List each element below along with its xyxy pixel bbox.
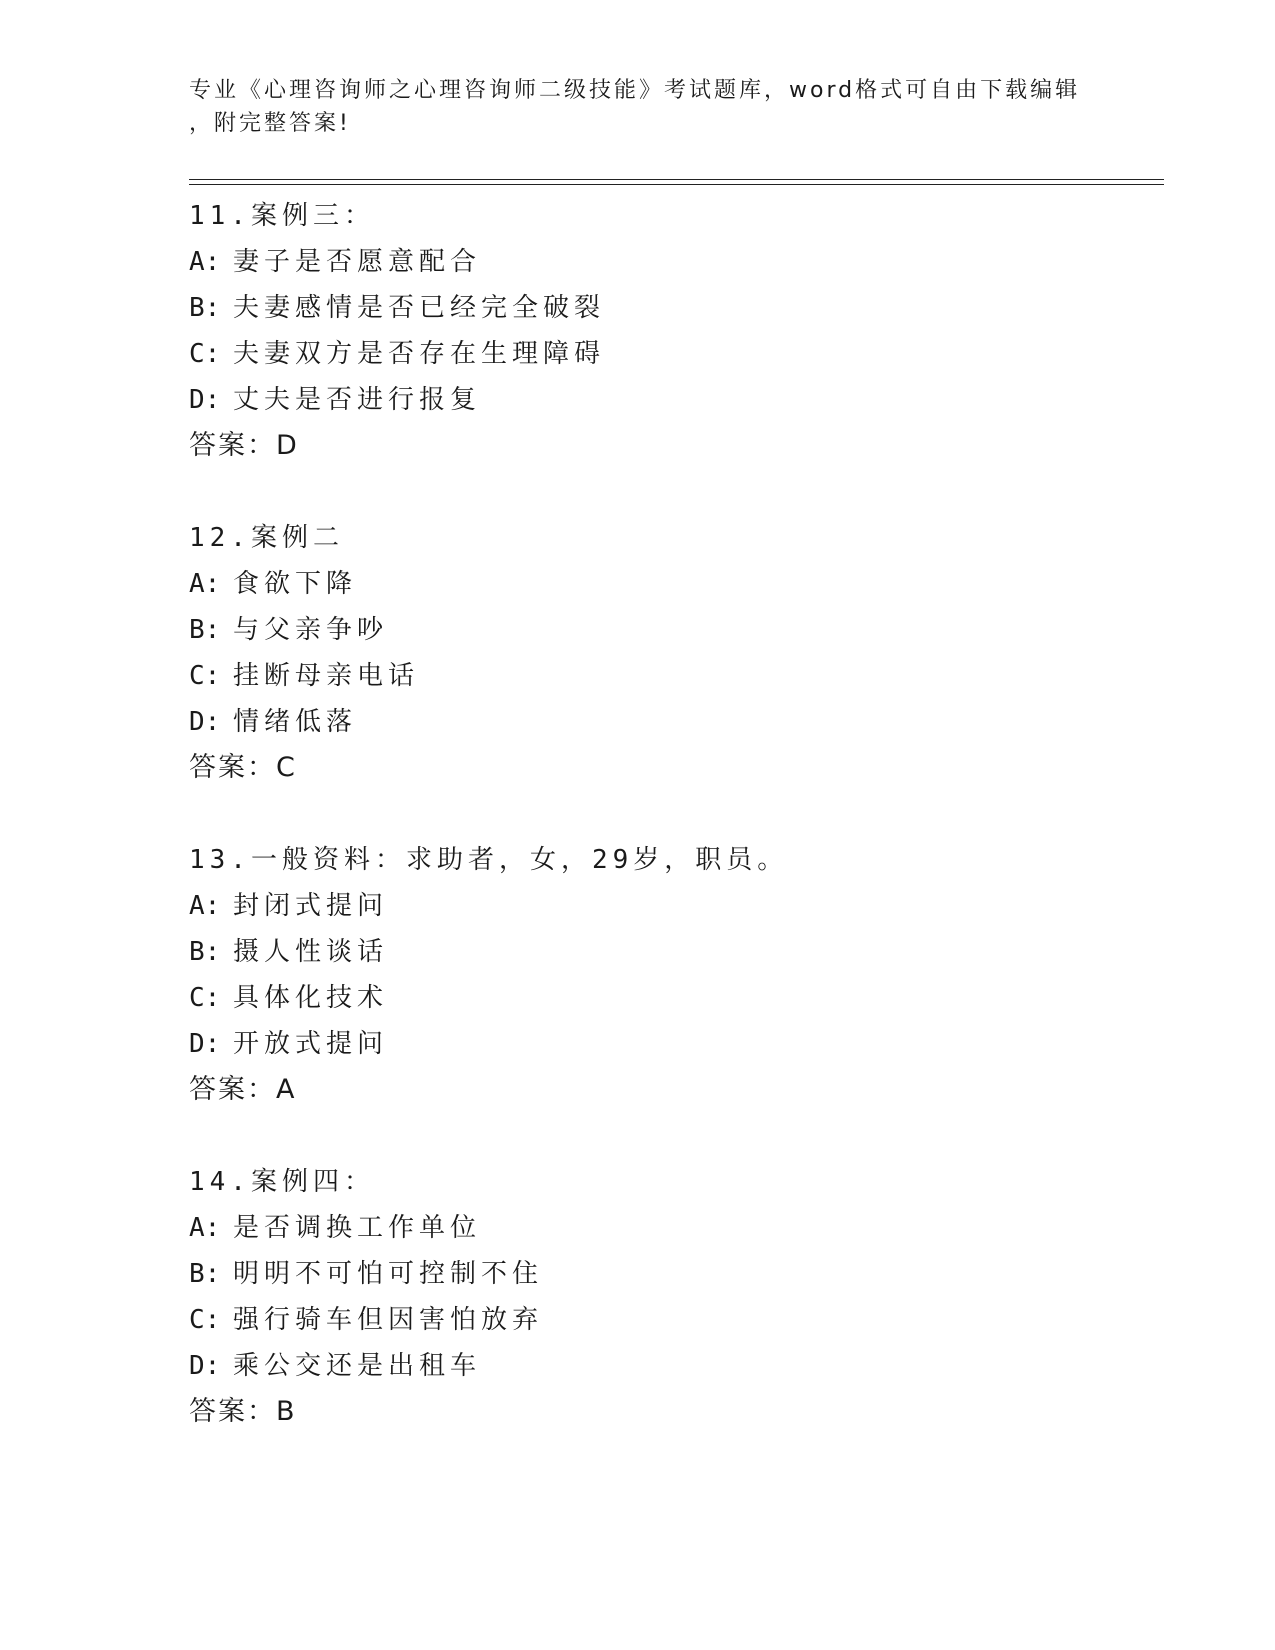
option-d <box>189 1343 1149 1389</box>
option-a <box>189 1205 1149 1251</box>
option-c <box>189 975 1149 1021</box>
option-text: 情绪低落 <box>233 707 358 737</box>
option-a <box>189 883 1149 929</box>
option-letter: B: <box>189 293 221 323</box>
question-stem: 13.一般资料：求助者，女，29岁，职员。 <box>189 845 789 875</box>
option-text: 夫妻感情是否已经完全破裂 <box>233 293 606 323</box>
option-text: 与父亲争吵 <box>233 615 389 645</box>
option-text: 乘公交还是出租车 <box>233 1351 482 1381</box>
option-a <box>189 239 1149 285</box>
header-line-2: ，附完整答案! <box>189 111 351 136</box>
option-text: 丈夫是否进行报复 <box>233 385 482 415</box>
question-stem: 12.案例二 <box>189 523 344 553</box>
option-d <box>189 1021 1149 1067</box>
option-letter: D: <box>189 707 221 737</box>
option-text: 食欲下降 <box>233 569 358 599</box>
option-text: 摄人性谈话 <box>233 937 389 967</box>
option-letter: B: <box>189 1259 221 1289</box>
option-c <box>189 331 1149 377</box>
option-text: 开放式提问 <box>233 1029 389 1059</box>
document-header <box>189 74 1089 140</box>
option-d <box>189 699 1149 745</box>
option-letter: C: <box>189 661 221 691</box>
option-letter: C: <box>189 983 221 1013</box>
option-letter: D: <box>189 385 221 415</box>
option-letter: C: <box>189 339 221 369</box>
option-letter: D: <box>189 1029 221 1059</box>
header-line-1: 专业《心理咨询师之心理咨询师二级技能》考试题库，word格式可自由下载编辑 <box>189 78 1081 103</box>
question-item <box>189 193 1149 469</box>
option-text: 夫妻双方是否存在生理障碍 <box>233 339 606 369</box>
option-letter: A: <box>189 247 221 277</box>
option-text: 封闭式提问 <box>233 891 389 921</box>
option-letter: D: <box>189 1351 221 1381</box>
answer-line: 答案：A <box>189 1074 297 1105</box>
option-b <box>189 1251 1149 1297</box>
option-text: 是否调换工作单位 <box>233 1213 482 1243</box>
option-a <box>189 561 1149 607</box>
option-letter: A: <box>189 1213 221 1243</box>
question-stem: 11.案例三： <box>189 201 375 231</box>
option-letter: C: <box>189 1305 221 1335</box>
option-text: 强行骑车但因害怕放弃 <box>233 1305 544 1335</box>
answer-line: 答案：C <box>189 752 297 783</box>
option-letter: B: <box>189 937 221 967</box>
answer-line: 答案：B <box>189 1396 297 1427</box>
header-divider-top <box>189 179 1164 180</box>
option-letter: A: <box>189 569 221 599</box>
option-text: 挂断母亲电话 <box>233 661 420 691</box>
option-letter: A: <box>189 891 221 921</box>
option-c <box>189 1297 1149 1343</box>
option-letter: B: <box>189 615 221 645</box>
answer-line: 答案：D <box>189 430 299 461</box>
question-item <box>189 1159 1149 1435</box>
option-b <box>189 285 1149 331</box>
option-text: 明明不可怕可控制不住 <box>233 1259 544 1289</box>
header-divider-bottom <box>189 184 1164 185</box>
option-b <box>189 607 1149 653</box>
option-text: 具体化技术 <box>233 983 389 1013</box>
option-b <box>189 929 1149 975</box>
question-list <box>189 193 1149 1481</box>
option-c <box>189 653 1149 699</box>
question-item <box>189 837 1149 1113</box>
option-d <box>189 377 1149 423</box>
question-stem: 14.案例四： <box>189 1167 375 1197</box>
option-text: 妻子是否愿意配合 <box>233 247 482 277</box>
question-item <box>189 515 1149 791</box>
